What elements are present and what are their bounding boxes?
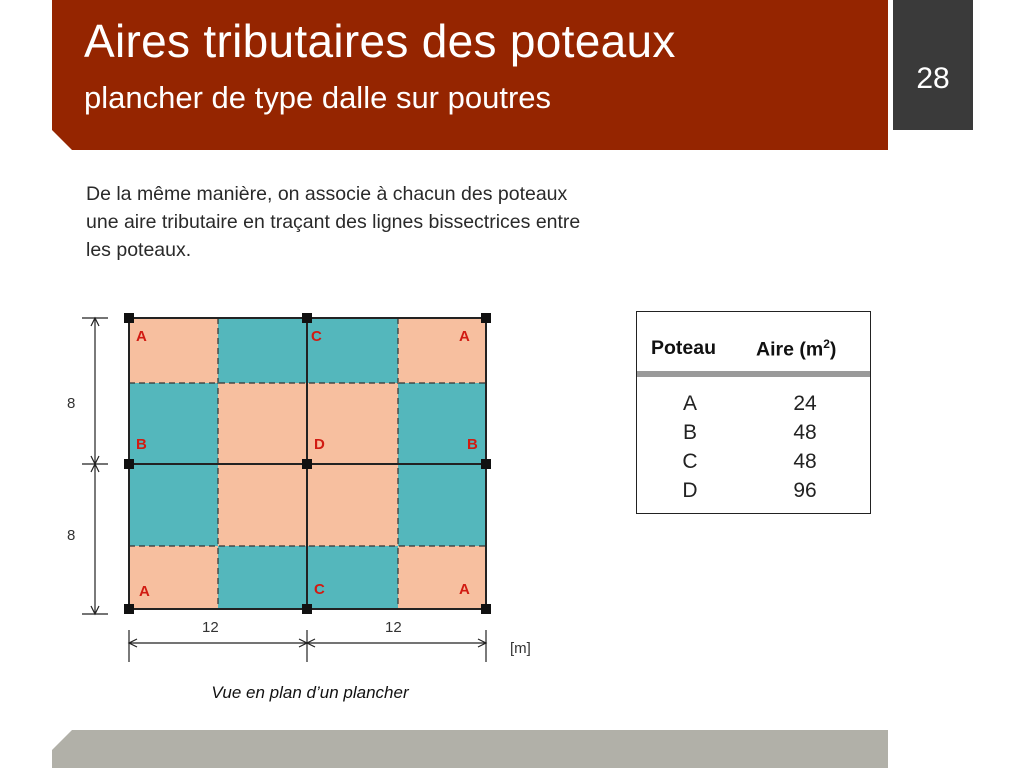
column-marker — [124, 313, 134, 323]
cell-r2-c0 — [129, 464, 218, 546]
column-marker — [302, 459, 312, 469]
cell-r2-c1 — [218, 464, 307, 546]
table-row — [637, 392, 870, 421]
column-marker — [124, 604, 134, 614]
cell-poteau: D — [682, 479, 698, 502]
dim-label-x2: 12 — [385, 619, 402, 636]
cell-r2-c3 — [398, 464, 486, 546]
column-label-r1-c2: B — [467, 436, 478, 453]
column-label-r2-c1: C — [314, 581, 325, 598]
dim-label-x1: 12 — [202, 619, 219, 636]
cell-r3-c1 — [218, 546, 307, 609]
cell-poteau: B — [682, 421, 697, 444]
cell-poteau: A — [682, 392, 697, 415]
body-paragraph: De la même manière, on associe à chacun des poteaux une aire tributaire en traçant des lignes bissectrices entre les poteaux. — [86, 183, 581, 261]
page-number: 28 — [916, 62, 950, 95]
diagram-caption: Vue en plan d’un plancher — [211, 683, 409, 702]
table-header-aire-close: ) — [829, 338, 837, 361]
cell-r1-c1 — [218, 383, 307, 464]
cell-aire: 48 — [793, 450, 817, 473]
unit-label: [m] — [510, 640, 531, 657]
column-label-r0-c1: C — [311, 328, 322, 345]
column-marker — [124, 459, 134, 469]
vertical-dimension — [82, 318, 108, 614]
cell-r0-c3 — [398, 318, 486, 383]
cell-aire: 24 — [793, 392, 817, 415]
slide-subtitle: plancher de type dalle sur poutres — [84, 80, 552, 115]
column-label-r1-c0: B — [136, 436, 147, 453]
cell-aire: 48 — [793, 421, 817, 444]
column-marker — [302, 313, 312, 323]
column-label-r0-c0: A — [136, 328, 147, 345]
dim-label-y1: 8 — [67, 395, 76, 412]
table-header-aire — [756, 337, 836, 362]
column-label-r0-c2: A — [459, 328, 470, 345]
table-header-rule — [637, 371, 870, 377]
column-label-r2-c0: A — [139, 583, 150, 600]
column-marker — [481, 313, 491, 323]
dim-label-y2: 8 — [67, 527, 76, 544]
footer-bar — [52, 730, 888, 768]
cell-poteau: C — [682, 450, 698, 473]
table-body — [637, 392, 870, 508]
horizontal-dimension — [129, 630, 486, 662]
cell-r3-c2 — [307, 546, 398, 609]
cell-aire: 96 — [793, 479, 817, 502]
column-label-r1-c1: D — [314, 436, 325, 453]
column-label-r2-c2: A — [459, 581, 470, 598]
table-row — [637, 421, 870, 450]
column-marker — [481, 604, 491, 614]
table-header-aire-exponent: 2 — [823, 337, 830, 351]
cell-r2-c2 — [307, 464, 398, 546]
column-marker — [302, 604, 312, 614]
table-row — [637, 479, 870, 508]
column-marker — [481, 459, 491, 469]
area-table — [636, 311, 871, 514]
table-header-poteau: Poteau — [651, 337, 717, 359]
table-row — [637, 450, 870, 479]
slide-title: Aires tributaires des poteaux — [84, 15, 676, 67]
table-header-aire-text: Aire (m — [756, 338, 824, 361]
cell-r3-c3 — [398, 546, 486, 609]
cell-r0-c1 — [218, 318, 307, 383]
